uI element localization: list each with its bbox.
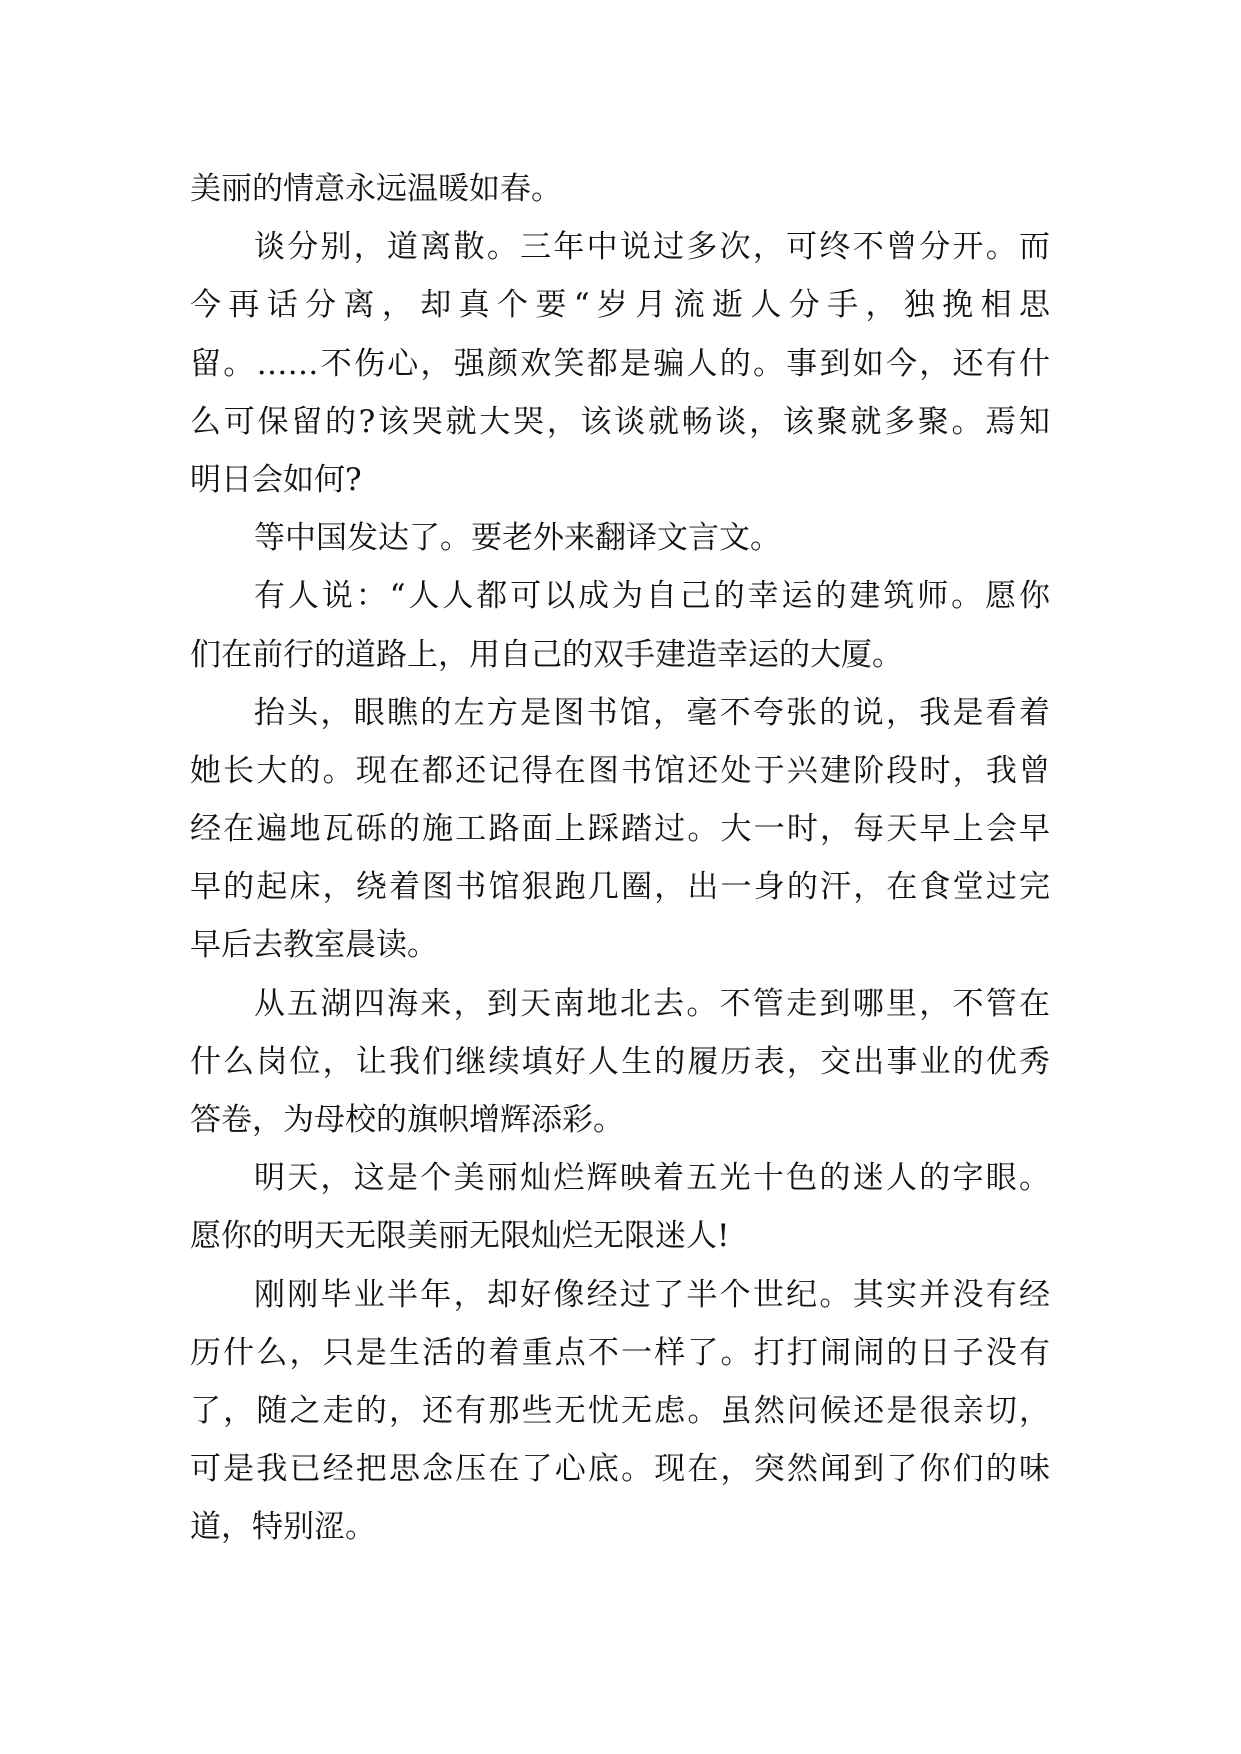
text-line: 愿你的明天无限美丽无限灿烂无限迷人! — [190, 1218, 730, 1255]
text-line: 历什么，只是生活的着重点不一样了。打打闹闹的日子没有 — [190, 1334, 1050, 1371]
text-line: 了，随之走的，还有那些无忧无虑。虽然问候还是很亲切， — [190, 1392, 1050, 1429]
text-line: 早后去教室晨读。 — [190, 927, 438, 964]
document-body — [190, 160, 1050, 1557]
text-line: 可是我已经把思念压在了心底。现在，突然闻到了你们的味 — [190, 1451, 1050, 1488]
text-line: 刚刚毕业半年，却好像经过了半个世纪。其实并没有经 — [254, 1276, 1050, 1313]
text-line: 经在遍地瓦砾的施工路面上踩踏过。大一时，每天早上会早 — [190, 811, 1050, 848]
text-line: 留。……不伤心，强颜欢笑都是骗人的。事到如今，还有什 — [190, 345, 1050, 382]
text-line: 今再话分离，却真个要“岁月流逝人分手，独挽相思 — [190, 287, 1050, 324]
text-line: 等中国发达了。要老外来翻译文言文。 — [254, 520, 781, 557]
text-line: 明日会如何? — [190, 461, 362, 498]
text-line: 美丽的情意永远温暖如春。 — [190, 171, 562, 207]
text-line: 们在前行的道路上，用自己的双手建造幸运的大厦。 — [190, 636, 903, 673]
text-line: 有人说：“人人都可以成为自己的幸运的建筑师。愿你 — [254, 578, 1050, 615]
text-line: 明天，这是个美丽灿烂辉映着五光十色的迷人的字眼。 — [254, 1160, 1050, 1197]
text-line: 她长大的。现在都还记得在图书馆还处于兴建阶段时，我曾 — [190, 752, 1050, 789]
text-line: 谈分别，道离散。三年中说过多次，可终不曾分开。而 — [254, 229, 1050, 266]
text-line: 么可保留的?该哭就大哭，该谈就畅谈，该聚就多聚。焉知 — [190, 403, 1050, 440]
text-line: 道，特别涩。 — [190, 1509, 376, 1546]
text-line: 从五湖四海来，到天南地北去。不管走到哪里，不管在 — [254, 985, 1050, 1022]
text-line: 早的起床，绕着图书馆狠跑几圈，出一身的汗，在食堂过完 — [190, 869, 1050, 906]
text-line: 抬头，眼瞧的左方是图书馆，毫不夸张的说，我是看着 — [254, 694, 1050, 731]
text-line: 什么岗位，让我们继续填好人生的履历表，交出事业的优秀 — [190, 1043, 1050, 1080]
text-line: 答卷，为母校的旗帜增辉添彩。 — [190, 1102, 624, 1138]
